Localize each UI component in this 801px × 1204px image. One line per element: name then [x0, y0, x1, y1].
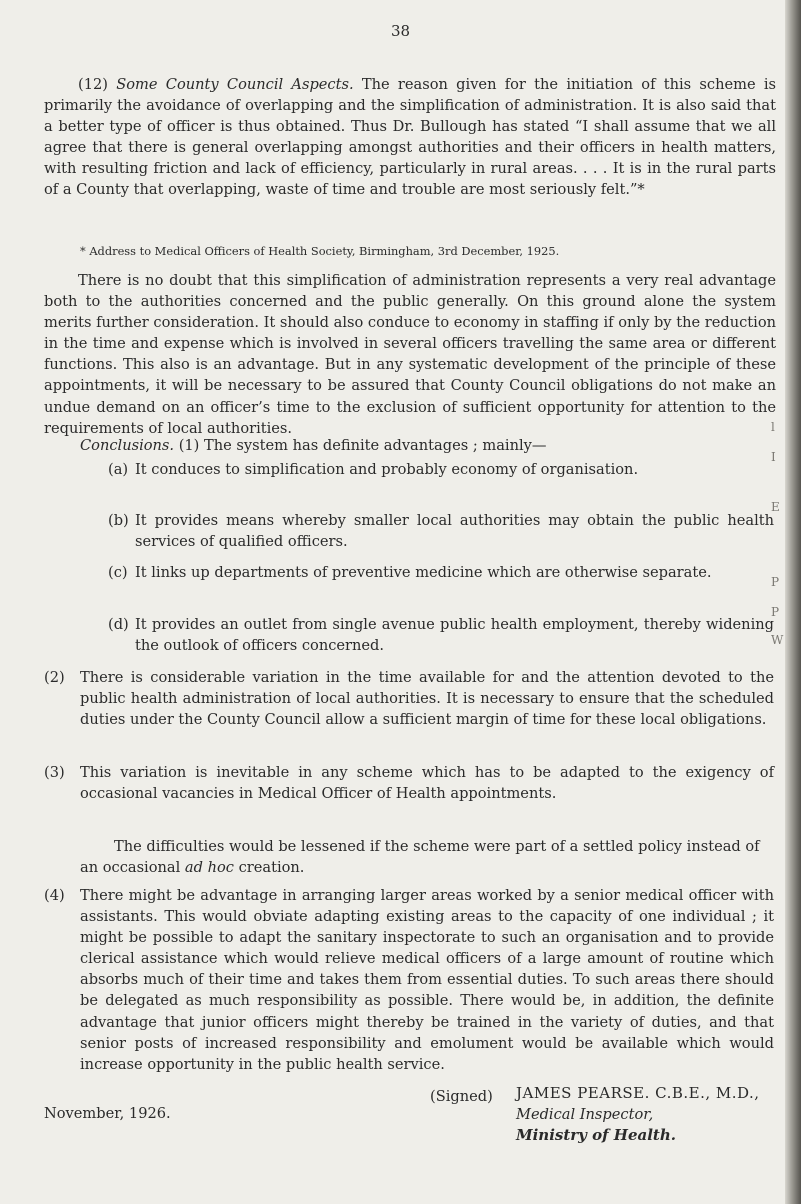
point-label: (4) — [44, 887, 65, 904]
signatory-name: JAMES PEARSE. C.B.E., M.D., — [516, 1084, 760, 1102]
item-text: It conduces to simplification and probably economy of organisation. — [135, 461, 639, 478]
signed-label: (Signed) — [430, 1088, 493, 1105]
item-label: (a) — [108, 461, 129, 478]
numbered-point — [44, 667, 774, 730]
difficulties-text-after: creation. — [233, 859, 305, 877]
edge-mark: P — [771, 605, 780, 619]
numbered-point — [44, 885, 774, 1075]
numbered-point — [44, 762, 774, 804]
point-label: (2) — [44, 669, 65, 686]
paragraph-text: The reason given for the initiation of this scheme is primarily the avoidance of overlapping and the simplification of administration. It is also said that a better type of officer is thus obtained. Thus Dr. Bullough has stated “I shall assume that we all agree that there is general overlapping amongst authorities and their officers in health matters, with resulting friction and lack of efficiency, particularly in rural areas. . . . It is in the rural parts of a County that overlapping, waste of time and trouble are most seriously felt.”* — [44, 76, 777, 199]
signatory-department: Ministry of Health. — [516, 1126, 676, 1144]
document-date: November, 1926. — [44, 1105, 171, 1122]
edge-mark: P — [771, 575, 780, 589]
paragraph-label: (12) — [78, 76, 108, 93]
conclusions-title: Conclusions. — [80, 437, 175, 454]
point-label: (3) — [44, 764, 65, 781]
conclusions-heading — [80, 435, 547, 456]
page-binding-edge — [785, 0, 801, 1204]
item-text: It provides an outlet from single avenue public health employment, thereby widening the outlook of officers concerned. — [135, 616, 774, 655]
conclusions-intro: (1) The system has definite advantages ; mainly— — [178, 437, 547, 454]
paragraph-12 — [44, 74, 776, 201]
item-text: It links up departments of preventive medicine which are otherwise separate. — [135, 564, 712, 581]
edge-mark: l — [771, 420, 775, 434]
conclusion-item — [108, 614, 774, 656]
edge-mark: E — [771, 500, 780, 514]
difficulties-text-before: The difficulties would be lessened if the scheme were part of a settled policy instead of an occasional — [80, 838, 760, 877]
item-label: (b) — [108, 512, 129, 529]
conclusion-item — [108, 562, 774, 583]
point-text: There is considerable variation in the time available for and the attention devoted to the public health administration of local authorities. It is necessary to ensure that the scheduled duties under the County Council allow a sufficient margin of time for these local obligations. — [80, 669, 774, 729]
point-text: There might be advantage in arranging larger areas worked by a senior medical officer with assistants. This would obviate adapting existing areas to the capacity of one individual ; it might be possible to adapt the sanitary inspectorate to such an organisation and to provide clerical assistance which would relieve medical officers of a large amount of routine which absorbs much of their time and takes them from essential duties. To such areas there should be delegated as much responsibility as possible. There would be, in addition, the definite advantage that junior officers might thereby be trained in the variety of duties, and that senior posts of increased responsibility and emolument would be available which would increase opportunity in the public health service. — [80, 887, 774, 1073]
item-label: (d) — [108, 616, 129, 633]
conclusion-item — [108, 459, 774, 480]
item-label: (c) — [108, 564, 128, 581]
signatory-title: Medical Inspector, — [516, 1106, 654, 1123]
paragraph-heading: Some County Council Aspects. — [116, 76, 354, 93]
edge-mark: W — [771, 633, 784, 647]
conclusion-item — [108, 510, 774, 552]
difficulties-italic: ad hoc — [184, 859, 234, 877]
paragraph-no-doubt: There is no doubt that this simplification of administration represents a very real advantage both to the authorities concerned and the public generally. On this ground alone the system merits further consideration. It should also conduce to economy in staffing if only by the reduction in the time and expense which is involved in several officers travelling the same area or different functions. This also is an advantage. But in any systematic development of the principle of these appointments, it will be necessary to be assured that County Council obligations do not make an undue demand on an officer’s time to the exclusion of sufficient opportunity for attention to the requirements of local authorities. — [44, 272, 776, 437]
page-number: 38 — [390, 22, 411, 40]
item-text: It provides means whereby smaller local authorities may obtain the public health services of qualified officers. — [135, 512, 774, 551]
difficulties-paragraph — [80, 836, 775, 878]
footnote: * Address to Medical Officers of Health Society, Birmingham, 3rd December, 1925. — [80, 244, 560, 258]
edge-mark: I — [771, 450, 776, 464]
point-text: This variation is inevitable in any scheme which has to be adapted to the exigency of occasional vacancies in Medical Officer of Health appointments. — [80, 764, 774, 803]
